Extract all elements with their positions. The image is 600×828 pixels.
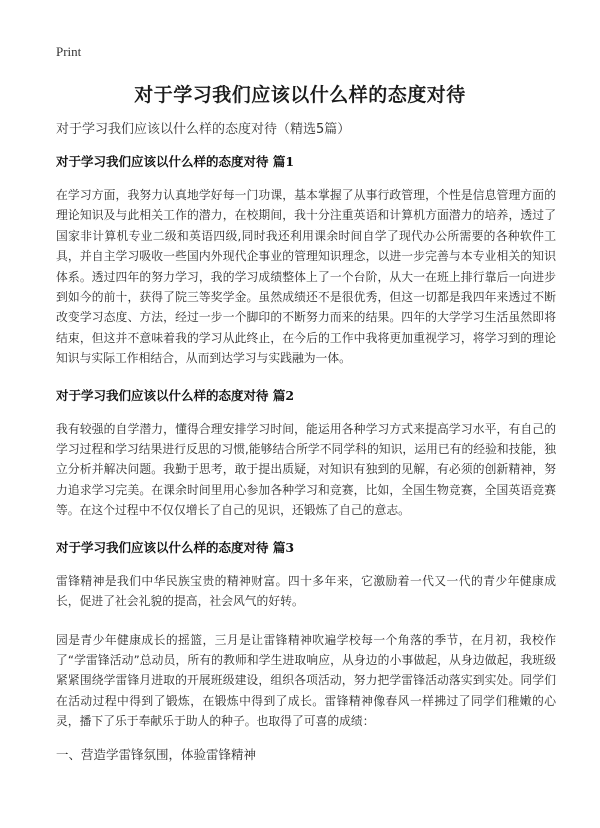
section-3-subheading: 一、营造学雷锋氛围，体验雷锋精神 (56, 746, 257, 762)
section-3-paragraph-1: 雷锋精神是我们中华民族宝贵的精神财富。四十多年来，它激励着一代又一代的青少年健康成长，促进了社会礼貌的提高，社会风气的好转。 (56, 573, 556, 609)
print-label[interactable]: Print (56, 44, 82, 59)
section-3-paragraph-2: 园是青少年健康成长的摇篮，三月是让雷锋精神吹遍学校每一个角落的季节，在月初，我校作了“学雷锋活动”总动员，所有的教师和学生进取响应，从身边的小事做起，从身边做起，我班级紧紧围绕学雷锋月进取的开展班级建设，组织各项活动，努力把学雷锋活动落实到实处。同学们在活动过程中得到了锻炼，在锻炼中得到了成长。雷锋精神像春风一样拂过了同学们稚嫩的心灵，播下了乐于奉献乐于助人的种子。也取得了可喜的成绩： (56, 632, 556, 729)
document-body (56, 121, 556, 764)
section-2-paragraph-1: 我有较强的自学潜力，懂得合理安排学习时间，能运用各种学习方式来提高学习水平，有自己的学习过程和学习结果进行反思的习惯,能够结合所学不同学科的知识，运用已有的经验和技能，独立分析并解决问题。我勤于思考，敢于提出质疑，对知识有独到的见解，有必须的创新精神，努力追求学习完美。在课余时间里用心参加各种学习和竞赛，比如，全国生物竞赛，全国英语竞赛等。在这个过程中不仅仅增长了自己的见识，还锻炼了自己的意志。 (56, 421, 556, 518)
section-1-paragraph-1: 在学习方面，我努力认真地学好每一门功课，基本掌握了从事行政管理，个性是信息管理方面的理论知识及与此相关工作的潜力，在校期间，我十分注重英语和计算机方面潜力的培养，透过了国家非计算机专业二级和英语四级,同时我还利用课余时间自学了现代办公所需要的各种软件工具，并自主学习吸收一些国内外现代企事业的管理知识理念，以进一步完善与本专业相关的知识体系。透过四年的努力学习，我的学习成绩整体上了一个台阶，从大一在班上排行靠后一向进步到如今的前十，获得了院三等奖学金。虽然成绩还不是很优秀，但这一切都是我四年来透过不断改变学习态度、方法，经过一步一个脚印的不断努力而来的结果。四年的大学学习生活虽然即将结束，但这并不意味着我的学习从此终止，在今后的工作中我将更加重视学习，将学习到的理论知识与实际工作相结合，从而到达学习与实践融为一体。 (56, 188, 556, 366)
section-heading-3: 对于学习我们应该以什么样的态度对待 篇3 (56, 539, 295, 555)
section-heading-2: 对于学习我们应该以什么样的态度对待 篇2 (56, 387, 295, 403)
document-subtitle: 对于学习我们应该以什么样的态度对待（精选5篇） (56, 122, 351, 137)
section-heading-1: 对于学习我们应该以什么样的态度对待 篇1 (56, 154, 295, 169)
page-title: 对于学习我们应该以什么样的态度对待 (134, 84, 466, 106)
